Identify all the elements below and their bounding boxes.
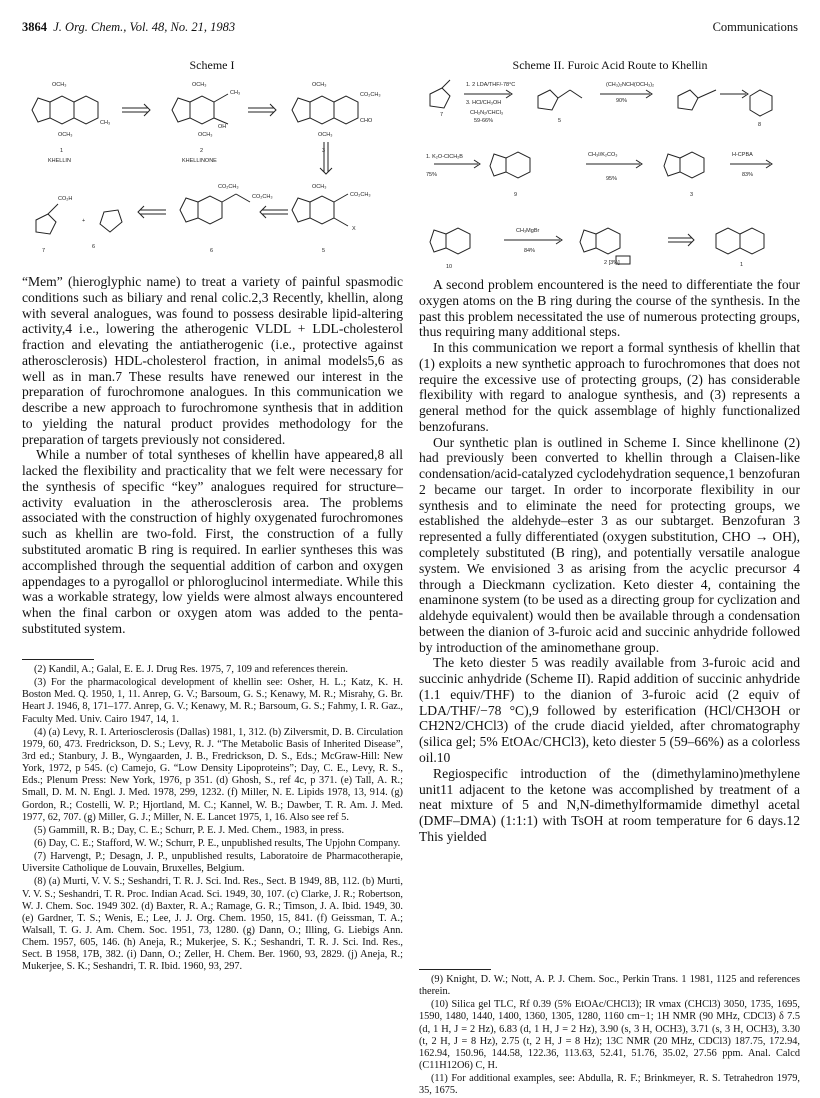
svg-text:OH: OH bbox=[218, 124, 227, 130]
page-number: 3864 bbox=[22, 20, 47, 34]
paragraph: “Mem” (hieroglyphic name) to treat a variety of painful spasmodic conditions such as biliary and renal colic.2,3 Recently, khellin, along with several analogues, was found to possess desirable lipid-altering activity,4 i.e., lowering the atherogenic VLDL + LDL-cholesterol fraction and elevating the antiatherogenic (i.e., protective against atherosclerosis) HDL-cholesterol fraction, in animal models5,6 as well as in man.7 These results have renewed our interest in the preparation of furochromone analogues. In this communication we describe a new approach to furochromone synthesis that in addition to yielding the natural product provides methodology for the preparation of targets previously not considered. bbox=[22, 274, 403, 447]
svg-text:(CH₃)₂NCH(OCH₃)₂: (CH₃)₂NCH(OCH₃)₂ bbox=[606, 82, 655, 88]
svg-text:75%: 75% bbox=[426, 172, 438, 178]
journal-citation: J. Org. Chem., Vol. 48, No. 21, 1983 bbox=[53, 20, 236, 34]
svg-text:OCH₃: OCH₃ bbox=[312, 184, 327, 190]
svg-text:CO₂CH₃: CO₂CH₃ bbox=[360, 92, 381, 98]
footnote: (2) Kandil, A.; Galal, E. E. J. Drug Res. 1975, 7, 109 and references therein. bbox=[34, 664, 348, 675]
svg-text:84%: 84% bbox=[524, 248, 536, 254]
scheme-2-figure bbox=[420, 72, 800, 268]
svg-text:H-CPBA: H-CPBA bbox=[732, 152, 753, 158]
svg-text:3: 3 bbox=[690, 192, 694, 198]
svg-text:CH₃MgBr: CH₃MgBr bbox=[516, 228, 540, 234]
svg-text:CO₂CH₃: CO₂CH₃ bbox=[218, 184, 239, 190]
svg-text:OCH₃: OCH₃ bbox=[192, 82, 207, 88]
paragraph: While a number of total syntheses of khellin have appeared,8 all lacked the flexibility and practicality that we felt were necessary for the synthesis of specific “key” analogues required for structure–activity evaluation in the atherosclerosis area. The problems associated with the construction of highly oxygenated furochromones such as khellin are two-fold. First, the construction of a fully substituted aromatic B ring is required. In earlier syntheses this was accomplished through the sequential addition of carbon and oxygen appendages to a pyrogallol or phloroglucinol intermediate. While this was a workable strategy, low yields were almost always encountered when the final carbon or oxygen atom was added to the penta-substituted system. bbox=[22, 447, 403, 636]
footnote: (11) For additional examples, see: Abdulla, R. F.; Brinkmeyer, R. S. Tetrahedron 1979, 35, 1675. bbox=[419, 1073, 800, 1097]
svg-text:9: 9 bbox=[514, 192, 518, 198]
footnote: (4) (a) Levy, R. I. Arteriosclerosis (Dallas) 1981, 1, 312. (b) Zilversmit, D. B. Circulation 1979, 60, 473. Fredrickson, D. S.; Levy, R. J. “The Metabolic Basis of Inherited Disease”, 3rd ed.; Stanbury, J. B., Wyngaarden, J. B., Fredrickson, D. S., Eds.; McGraw-Hill: New York, 1972, p 545. (c) Camejo, G. “Low Density Lipoproteins”; Day, C. E., Levy, R. S., Eds.; Plenum Press: New York, 1976, p 351. (d) Ghosh, S., ref 4c, p 371. (e) Tall, A. R.; Small, D. M. N. Engl. J. Med. 1978, 299, 1232. (f) Miller, N. E. Lipids 1978, 13, 914. (g) Gordon, R.; Costelli, W. P.; Hjortland, M. C.; Kannel, W. B.; Dawber, T. R. Am. J. Med. 1977, 62, 707. (g) Miller, G. J.; Miller, N. E. Lancet 1975, 1, 16. Also see ref 5. bbox=[22, 726, 403, 823]
svg-text:KHELLINONE: KHELLINONE bbox=[182, 158, 217, 164]
svg-text:1: 1 bbox=[740, 262, 744, 268]
svg-text:OCH₃: OCH₃ bbox=[198, 132, 213, 138]
svg-text:5: 5 bbox=[558, 118, 562, 124]
paragraph: A second problem encountered is the need to differentiate the four oxygen atoms on the B ring during the course of the synthesis. In the past this problem necessitated the use of numerous protecting groups, thus requiring many additional steps. bbox=[419, 277, 800, 340]
scheme-1-title: Scheme I bbox=[189, 58, 235, 72]
svg-text:2 [3%]: 2 [3%] bbox=[604, 260, 620, 266]
svg-text:OCH₃: OCH₃ bbox=[58, 132, 73, 138]
svg-text:OCH₃: OCH₃ bbox=[318, 132, 333, 138]
right-column-body bbox=[419, 277, 800, 845]
svg-text:6: 6 bbox=[210, 248, 214, 254]
svg-text:90%: 90% bbox=[616, 98, 628, 104]
svg-text:3. HCl/CH₃OH: 3. HCl/CH₃OH bbox=[466, 100, 502, 106]
svg-text:CO₂CH₃: CO₂CH₃ bbox=[252, 194, 273, 200]
footnote: (9) Knight, D. W.; Nott, A. P. J. Chem. Soc., Perkin Trans. 1 1981, 1125 and references therein. bbox=[419, 974, 800, 998]
footnote: (6) Day, C. E.; Stafford, W. W.; Schurr, P. E., unpublished results, The Upjohn Company. bbox=[34, 837, 401, 849]
svg-text:6: 6 bbox=[92, 244, 96, 250]
svg-text:CO₂H: CO₂H bbox=[58, 196, 73, 202]
svg-text:KHELLIN: KHELLIN bbox=[48, 158, 71, 164]
footnote: (8) (a) Murti, V. V. S.; Seshandri, T. R. J. Sci. Ind. Res., Sect. B 1949, 8B, 112. (b) Murti, V. V. S.; Seshandri, T. R. Proc. Indian Acad. Sci. 1949, 30, 107. (c) Clarke, J. R.; Robertson, W. J. Chem. Soc. 1949 302. (d) Baxter, R. A.; Ramage, G. R.; Timson, J. A. Ibid. 1949, 30. (e) Gardner, T. S.; Wenis, E.; Lee, J. J. Org. Chem. 1950, 15, 841. (f) Geissman, T. A.; Walsall, T. G. J. Am. Chem. Soc. 1951, 73, 1280. (g) Dann, O.; Illing, G. Liebigs Ann. Chem. 1957, 605, 146. (h) Aneja, R.; Mukerjee, S. K.; Seshandri, T. R. J. Sci. Ind. Res., Sect. B 1958, 17B, 382. (i) Dann, O.; Zeller, H. Chem. Ber. 1960, 93, 2829. (j) Aneja, R.; Mukerjee, S. K.; Seshandri, T. R. Ibid. 1960, 93, 297. bbox=[22, 876, 403, 973]
scheme-2-title: Scheme II. Furoic Acid Route to Khellin bbox=[512, 58, 708, 72]
svg-text:CH₃: CH₃ bbox=[100, 120, 111, 126]
svg-text:CO₂CH₃: CO₂CH₃ bbox=[350, 192, 371, 198]
svg-text:CH₃I/K₂CO₃: CH₃I/K₂CO₃ bbox=[588, 152, 618, 158]
footnote: (5) Gammill, R. B.; Day, C. E.; Schurr, P. E. J. Med. Chem., 1983, in press. bbox=[34, 824, 345, 836]
svg-text:7: 7 bbox=[440, 112, 444, 118]
svg-text:1. K₂O-ClCH₂B: 1. K₂O-ClCH₂B bbox=[426, 154, 463, 160]
section-name: Communications bbox=[712, 20, 798, 34]
right-footnotes bbox=[419, 974, 800, 1098]
footnote-rule bbox=[419, 969, 491, 970]
svg-text:X: X bbox=[352, 226, 356, 232]
svg-text:2: 2 bbox=[200, 148, 204, 154]
svg-text:7: 7 bbox=[42, 248, 46, 254]
svg-text:83%: 83% bbox=[742, 172, 754, 178]
footnote: (3) For the pharmacological development of khellin see: Osher, H. L.; Katz, K. H. Boston Med. Q. 1950, 1, 11. Anrep, G. V.; Barsoum, G. S.; Kenawy, M. R.; Misrahy, G. Br. Heart J. 1946, 8, 171–177. Anrep, G. V.; Kenawy, M. R.; Barsoum, G. S.; Fahmy, I. R. Gaz., Faculty Med. Univ. Cairo 1947, 14, 1. bbox=[22, 677, 403, 725]
svg-text:1: 1 bbox=[60, 148, 64, 154]
svg-text:+: + bbox=[82, 218, 86, 224]
svg-text:3: 3 bbox=[322, 148, 326, 154]
footnote-rule bbox=[22, 659, 94, 660]
svg-text:OCH₃: OCH₃ bbox=[52, 82, 67, 88]
paragraph: The keto diester 5 was readily available from 3-furoic acid and succinic anhydride (Scheme II). Rapid addition of succinic anhydride (1.1 equiv/THF) to the dianion of 3-furoic acid (2 equiv of LDA/THF/−78 °C),9 followed by esterification (HCl/CH3OH or CH2N2/CHCl3) of the crude diacid yielded, after chromatography (silica gel; 5% EtOAc/CHCl3), keto diester 5 (59–66%) as a colorless oil.10 bbox=[419, 655, 800, 765]
ring-b-1 bbox=[50, 96, 74, 124]
svg-text:OCH₃: OCH₃ bbox=[312, 82, 327, 88]
left-column-body bbox=[22, 274, 403, 637]
ring-furan-1 bbox=[32, 98, 50, 122]
left-footnotes bbox=[22, 664, 403, 975]
svg-text:1. 2 LDA/THF/-78°C: 1. 2 LDA/THF/-78°C bbox=[466, 82, 516, 88]
scheme-1-figure bbox=[22, 72, 402, 270]
svg-text:CH₂N₂/CHCl₃: CH₂N₂/CHCl₃ bbox=[470, 110, 504, 116]
svg-text:CH₃: CH₃ bbox=[230, 90, 241, 96]
running-header-left bbox=[22, 20, 235, 35]
footnote: (10) Silica gel TLC, Rf 0.39 (5% EtOAc/CHCl3); IR νmax (CHCl3) 3050, 1735, 1695, 1590, 1480, 1440, 1400, 1360, 1305, 1280, 1160 cm−1; 1H NMR (90 MHz, CDCl3) δ 7.5 (d, 1 H, J = 2 Hz), 6.83 (d, 1 H, J = 2 Hz), 3.90 (s, 3 H, OCH3), 3.71 (s, 3 H, OCH3), 3.30 (t, 2 H, J = 8 Hz), 2.75 (t, 2 H, J = 8 Hz); 13C NMR (20 MHz, CDCl3) 187.75, 172.94, 162.94, 150.96, 144.58, 122.36, 113.63, 52.41, 51.76, 35.02, 27.56 ppm. Anal. Calcd (C11H12O6) C, H. bbox=[419, 999, 800, 1071]
svg-text:59-66%: 59-66% bbox=[474, 118, 493, 124]
svg-text:CHO: CHO bbox=[360, 118, 373, 124]
svg-text:10: 10 bbox=[446, 264, 453, 268]
svg-text:8: 8 bbox=[758, 122, 762, 128]
footnote: (7) Harvengt, P.; Desagn, J. P., unpublished results, Laboratoire de Pharmacotherapie, Uiversite Catholique de Louvain, Bruxelles, Belgium. bbox=[22, 851, 403, 875]
ring-c-1 bbox=[74, 96, 98, 124]
paragraph: Our synthetic plan is outlined in Scheme I. Since khellinone (2) had previously been converted to khellin through a Claisen-like condensation/acid-catalyzed cyclodehydration sequence,1 benzofuran 2 became our target. In order to incorporate flexibility in our synthesis and to eliminate the need for protecting groups, we established the aldehyde–ester 3 as our subtarget. Benzofuran 3 represented a fully differentiated (oxygen substitution, CHO → OH), completely substituted (B ring), and potentially versatile analogue system. We envisioned 3 as arising from the acyclic precursor 4 through a Dieckmann cyclization. Keto diester 4, containing the enaminone system (to be used as a directing group for cyclization and aldehyde equivalent) would then be available through a condensation between the dianion of 3-furoic acid and succinic anhydride followed by introduction of the aminomethane group. bbox=[419, 434, 800, 655]
paragraph: Regiospecific introduction of the (dimethylamino)methylene unit11 adjacent to the ketone was accomplished by treatment of a neat mixture of 5 and N,N-dimethylformamide dimethyl acetal (DMF–DMA) (1:1:1) with TsOH at room temperature for 6 days.12 This yielded bbox=[419, 765, 800, 844]
paragraph: In this communication we report a formal synthesis of khellin that (1) exploits a new synthetic approach to furochromones that does not require the excessive use of protecting groups, (2) has considerable flexibility with regard to analogue synthesis, and (3) represents a general method for the quick assemblage of highly functionalized benzofurans. bbox=[419, 340, 800, 434]
svg-text:5: 5 bbox=[322, 248, 326, 254]
svg-text:95%: 95% bbox=[606, 176, 618, 182]
